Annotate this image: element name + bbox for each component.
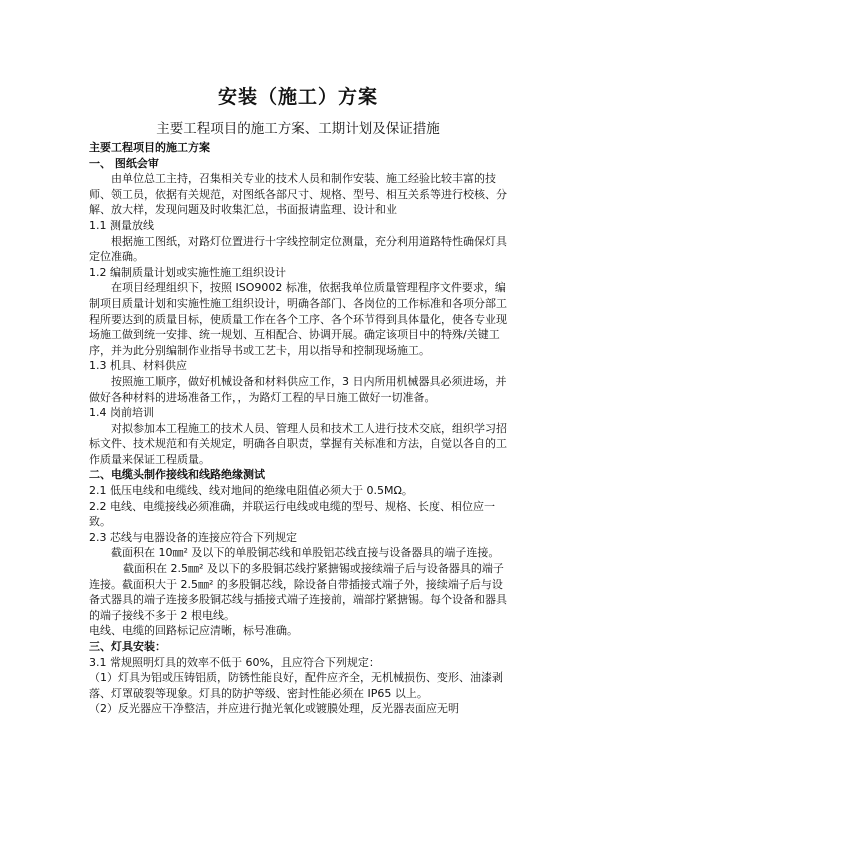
paragraph: 2.2 电线、电缆接线必须准确，并联运行电线或电缆的型号、规格、长度、相位应一致。 [89, 499, 495, 529]
paragraph: 对拟参加本工程施工的技术人员、管理人员和技术工人进行技术交底，组织学习招标文件、技术规范和有关规定，明确各自职责，掌握有关标准和方法，自觉以各自的工作质量来保证工程质量。 [89, 421, 507, 466]
paragraph: 由单位总工主持，召集相关专业的技术人员和制作安装、施工经验比较丰富的技师、领工员，依据有关规范，对图纸各部尺寸、规格、型号、相互关系等进行校核、分解、放大样，发现问题及时收集汇总，书面报请监理、设计和业 [89, 172, 507, 217]
paragraph: 在项目经理组织下，按照 ISO9002 标准，依据我单位质量管理程序文件要求，编制项目质量计划和实施性施工组织设计，明确各部门、各岗位的工作标准和各项分部工程所要达到的质量目标，使质量工作在各个工序、各个环节得到具体量化，使各专业现场施工做到统一安排、统一规划、互相配合、协调开展。确定该项目中的特殊/关键工序，并为此分别编制作业指导书或工艺卡，用以指导和控制现场施工。 [89, 281, 507, 357]
document-title: 安装（施工）方案 [217, 86, 378, 108]
document-subtitle: 主要工程项目的施工方案、工期计划及保证措施 [156, 121, 440, 137]
section-heading: 二、电缆头制作接线和线路绝缘测试 [89, 468, 265, 482]
paragraph: 按照施工顺序，做好机械设备和材料供应工作，3 日内所用机械器具必须进场，并做好各种材料的进场准备工作，，为路灯工程的早日施工做好一切准备。 [89, 374, 507, 404]
paragraph: 截面积在 10㎜² 及以下的单股铜芯线和单股铝芯线直接与设备器具的端子连接。 [111, 546, 500, 560]
paragraph: 1.1 测量放线 [89, 218, 154, 232]
paragraph: （2）反光器应干净整洁，并应进行抛光氧化或镀膜处理，反光器表面应无明 [89, 702, 459, 716]
document-body [89, 140, 511, 717]
paragraph: （1）灯具为铝或压铸铝质，防锈性能良好，配件应齐全，无机械损伤、变形、油漆剥落、灯罩破裂等现象。灯具的防护等级、密封性能必须在 IP65 以上。 [89, 671, 503, 700]
section-heading: 一、 图纸会审 [89, 156, 159, 170]
paragraph: 电线、电缆的回路标记应清晰，标号准确。 [89, 624, 298, 638]
paragraph: 2.1 低压电线和电缆线、线对地间的绝缘电阻值必须大于 0.5MΩ。 [89, 484, 413, 498]
paragraph: 2.3 芯线与电器设备的连接应符合下列规定 [89, 530, 297, 544]
section-heading: 主要工程项目的施工方案 [89, 141, 210, 154]
paragraph: 1.2 编制质量计划或实施性施工组织设计 [89, 265, 286, 279]
paragraph: 1.4 岗前培训 [89, 406, 154, 420]
paragraph: 1.3 机具、材料供应 [89, 359, 187, 373]
paragraph: 3.1 常规照明灯具的效率不低于 60%，且应符合下列规定： [89, 655, 380, 669]
paragraph: 根据施工图纸，对路灯位置进行十字线控制定位测量，充分利用道路特性确保灯具定位准确。 [89, 234, 507, 264]
section-heading: 三、灯具安装： [89, 640, 166, 653]
paragraph: 截面积在 2.5㎜² 及以下的多股铜芯线拧紧搪锡或接续端子后与设备器具的端子连接。截面积大于 2.5㎜² 的多股铜芯线，除设备自带插接式端子外，接续端子后与设备式器具的端子连接多股铜芯线与插接式端子连接前，端部拧紧搪锡。每个设备和器具的端子接线不多于 2 根电线。 [89, 562, 507, 622]
